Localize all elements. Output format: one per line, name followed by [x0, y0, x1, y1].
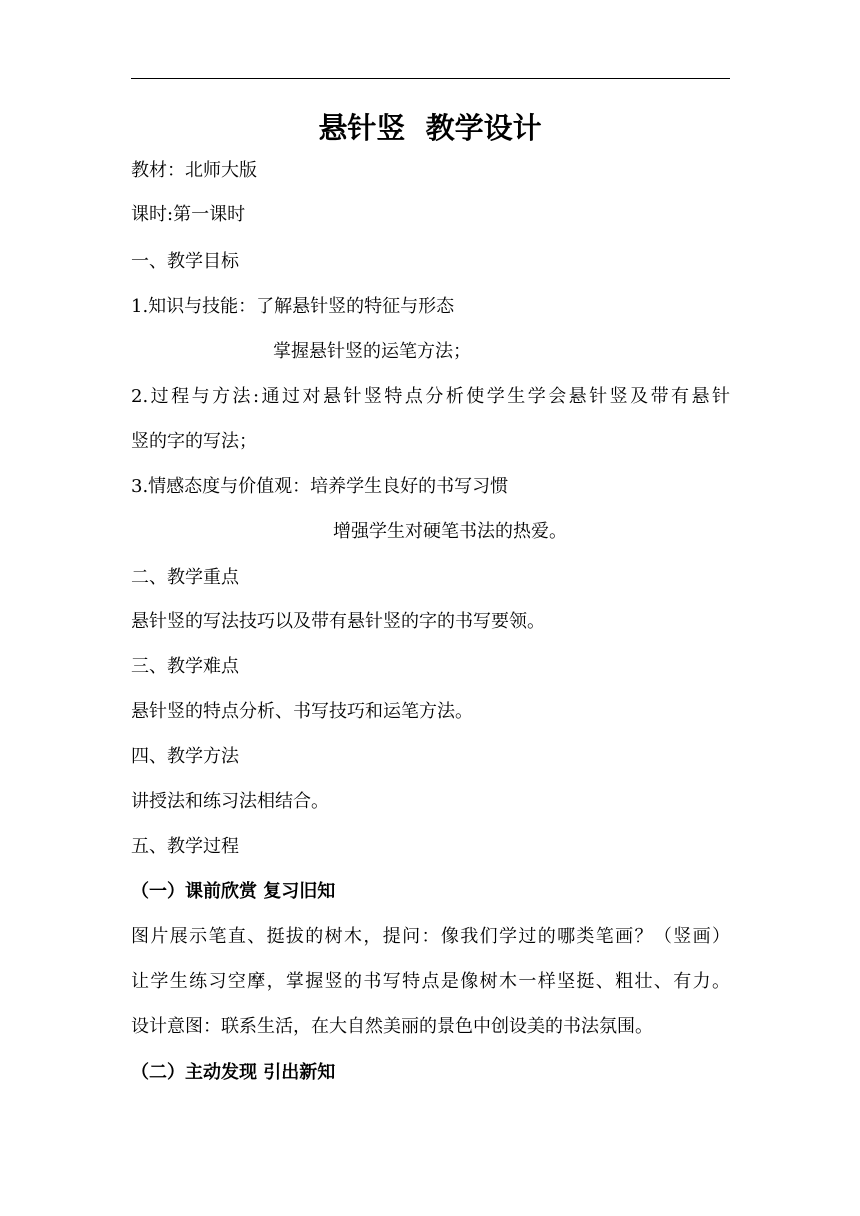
text-line: 讲授法和练习法相结合。 — [131, 791, 329, 812]
text-line: 悬针竖的写法技巧以及带有悬针竖的字的书写要领。 — [131, 611, 545, 632]
section-heading: 五、教学过程 — [131, 836, 239, 857]
section-heading: 二、教学重点 — [131, 567, 239, 588]
text-line: 设计意图：联系生活，在大自然美丽的景色中创设美的书法氛围。 — [131, 1016, 653, 1037]
subsection-heading: （一）课前欣赏 复习旧知 — [131, 881, 336, 902]
section-heading: 四、教学方法 — [131, 746, 239, 767]
text-line: 掌握悬针竖的运笔方法； — [273, 341, 471, 362]
text-line: 增强学生对硬笔书法的热爱。 — [333, 521, 567, 542]
text-line: 竖的字的写法； — [131, 431, 257, 452]
text-line: 课时:第一课时 — [131, 204, 246, 225]
text-line: 2.过程与方法:通过对悬针竖特点分析使学生学会悬针竖及带有悬针 — [131, 386, 730, 407]
text-line: 让学生练习空摩，掌握竖的书写特点是像树木一样坚挺、粗壮、有力。 — [131, 971, 730, 992]
text-line: 教材：北师大版 — [131, 160, 257, 181]
text-line: 图片展示笔直、挺拔的树木，提问：像我们学过的哪类笔画？（竖画） — [131, 926, 730, 947]
subsection-heading: （二）主动发现 引出新知 — [131, 1062, 336, 1083]
text-line: 1.知识与技能：了解悬针竖的特征与形态 — [131, 296, 455, 317]
section-heading: 一、教学目标 — [131, 251, 239, 272]
text-line: 3.情感态度与价值观：培养学生良好的书写习惯 — [131, 476, 509, 497]
section-heading: 三、教学难点 — [131, 656, 239, 677]
document-title: 悬针竖 教学设计 — [318, 111, 542, 145]
header-rule — [131, 78, 730, 79]
text-line: 悬针竖的特点分析、书写技巧和运笔方法。 — [131, 701, 473, 722]
